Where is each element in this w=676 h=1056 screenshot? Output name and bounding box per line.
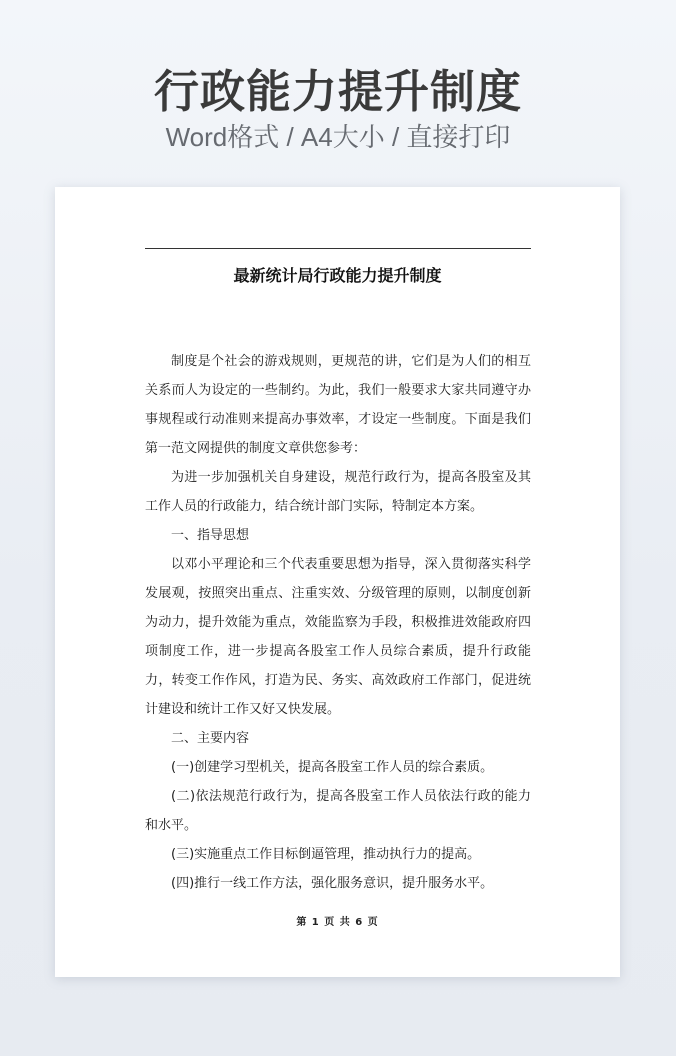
list-item-4: (四)推行一线工作方法，强化服务意识，提升服务水平。 <box>171 876 494 891</box>
banner-subtitle: Word格式 / A4大小 / 直接打印 <box>165 122 511 152</box>
paragraph-purpose: 为进一步加强机关自身建设，规范行政行为，提高各股室及其工作人员的行政能力，结合统计部门实际，特制定本方案。 <box>145 470 531 514</box>
section-heading-guiding-ideology: 一、指导思想 <box>171 528 250 543</box>
paragraph-guiding-ideology: 以邓小平理论和三个代表重要思想为指导，深入贯彻落实科学发展观，按照突出重点、注重实效、分级管理的原则，以制度创新为动力，提升效能为重点，效能监察为手段，积极推进效能政府四项制度工作，进一步提高各股室工作人员综合素质，提升行政能力，转变工作作风，打造为民、务实、高效政府工作部门，促进统计建设和统计工作又好又快发展。 <box>145 557 531 717</box>
section-heading-main-content: 二、主要内容 <box>171 731 250 746</box>
list-item-2: (二)依法规范行政行为，提高各股室工作人员依法行政的能力和水平。 <box>145 789 531 833</box>
banner-title: 行政能力提升制度 <box>153 65 522 118</box>
paragraph-intro: 制度是个社会的游戏规则，更规范的讲，它们是为人们的相互关系而人为设定的一些制约。为此，我们一般要求大家共同遵守办事规程或行动准则来提高办事效率，才设定一些制度。下面是我们第一范文网提供的制度文章供您参考： <box>145 354 531 456</box>
document-title: 最新统计局行政能力提升制度 <box>233 266 442 285</box>
header-rule <box>145 248 531 249</box>
document-page <box>55 187 620 977</box>
document-body <box>145 347 531 898</box>
list-item-1: (一)创建学习型机关，提高各股室工作人员的综合素质。 <box>171 760 494 775</box>
page-number-footer: 第 1 页 共 6 页 <box>296 917 379 928</box>
list-item-3: (三)实施重点工作目标倒逼管理，推动执行力的提高。 <box>171 847 481 862</box>
